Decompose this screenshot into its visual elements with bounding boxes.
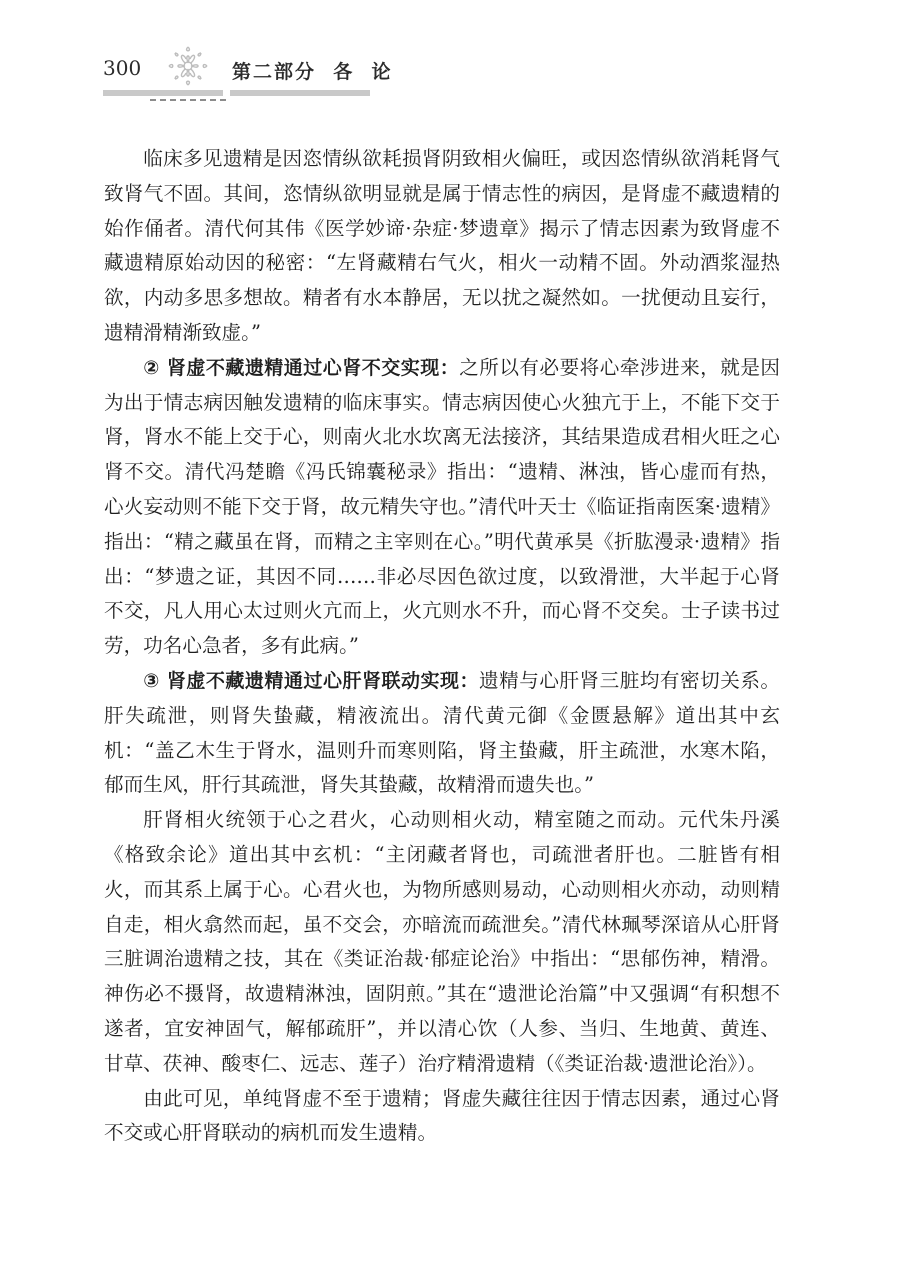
header-dashed-rule <box>150 99 226 101</box>
paragraph <box>104 664 780 803</box>
section-title: 第二部分 各 论 <box>232 61 393 83</box>
paragraph <box>104 142 780 351</box>
paragraph-heading: ② 肾虚不藏遗精通过心肾不交实现： <box>143 356 460 379</box>
paragraph <box>104 803 780 1081</box>
paragraph <box>104 351 780 664</box>
page-header <box>0 0 900 110</box>
header-rule-left <box>103 90 223 96</box>
paragraph <box>104 1082 780 1152</box>
header-rule-right <box>230 90 370 96</box>
body-text <box>104 142 780 1151</box>
paragraph-heading: ③ 肾虚不藏遗精通过心肝肾联动实现： <box>143 669 480 692</box>
paragraph-text: 肝肾相火统领于心之君火，心动则相火动，精室随之而动。元代朱丹溪《格致余论》道出其中玄机：“主闭藏者肾也，司疏泄者肝也。二脏皆有相火，而其系上属于心。心君火也，为物所感则易动，心动则相火亦动，动则精自走，相火翕然而起，虽不交会，亦暗流而疏泄矣。”清代林珮琴深谙从心肝肾三脏调治遗精之技，其在《类证治裁·郁症论治》中指出：“思郁伤神，精滑。神伤必不摄肾，故遗精淋浊，固阴煎。”其在“遗泄论治篇”中又强调“有积想不遂者，宜安神固气，解郁疏肝”，并以清心饮（人参、当归、生地黄、黄连、甘草、茯神、酸枣仁、远志、莲子）治疗精滑遗精（《类证治裁·遗泄论治》）。 <box>104 808 780 1075</box>
paragraph-text: 临床多见遗精是因恣情纵欲耗损肾阴致相火偏旺，或因恣情纵欲消耗肾气致肾气不固。其间，恣情纵欲明显就是属于情志性的病因，是肾虚不藏遗精的始作俑者。清代何其伟《医学妙谛·杂症·梦遗章》揭示了情志因素为致肾虚不藏遗精原始动因的秘密：“左肾藏精右气火，相火一动精不固。外动酒浆湿热欲，内动多思多想故。精者有水本静居，无以扰之凝然如。一扰便动且妄行，遗精滑精渐致虚。” <box>104 147 780 344</box>
paragraph-text: 由此可见，单纯肾虚不至于遗精；肾虚失藏往往因于情志因素，通过心肾不交或心肝肾联动的病机而发生遗精。 <box>104 1086 780 1145</box>
flower-ornament-icon <box>166 44 210 88</box>
page-number: 300 <box>103 56 142 80</box>
paragraph-text: 遗精与心肝肾三脏均有密切关系。肝失疏泄，则肾失蛰藏，精液流出。清代黄元御《金匮悬解》道出其中玄机：“盖乙木生于肾水，温则升而寒则陷，肾主蛰藏，肝主疏泄，水寒木陷，郁而生风，肝行其疏泄，肾失其蛰藏，故精滑而遗失也。” <box>104 668 781 797</box>
paragraph-text: 之所以有必要将心牵涉进来，就是因为出于情志病因触发遗精的临床事实。情志病因使心火独亢于上，不能下交于肾，肾水不能上交于心，则南火北水坎离无法接济，其结果造成君相火旺之心肾不交。清代冯楚瞻《冯氏锦囊秘录》指出：“遗精、淋浊，皆心虚而有热，心火妄动则不能下交于肾，故元精失守也。”清代叶天士《临证指南医案·遗精》指出：“精之藏虽在肾，而精之主宰则在心。”明代黄承昊《折肱漫录·遗精》指出：“梦遗之证，其因不同……非必尽因色欲过度，以致滑泄，大半起于心肾不交，凡人用心太过则火亢而上，火亢则水不升，而心肾不交矣。士子读书过劳，功名心急者，多有此病。” <box>104 355 781 658</box>
